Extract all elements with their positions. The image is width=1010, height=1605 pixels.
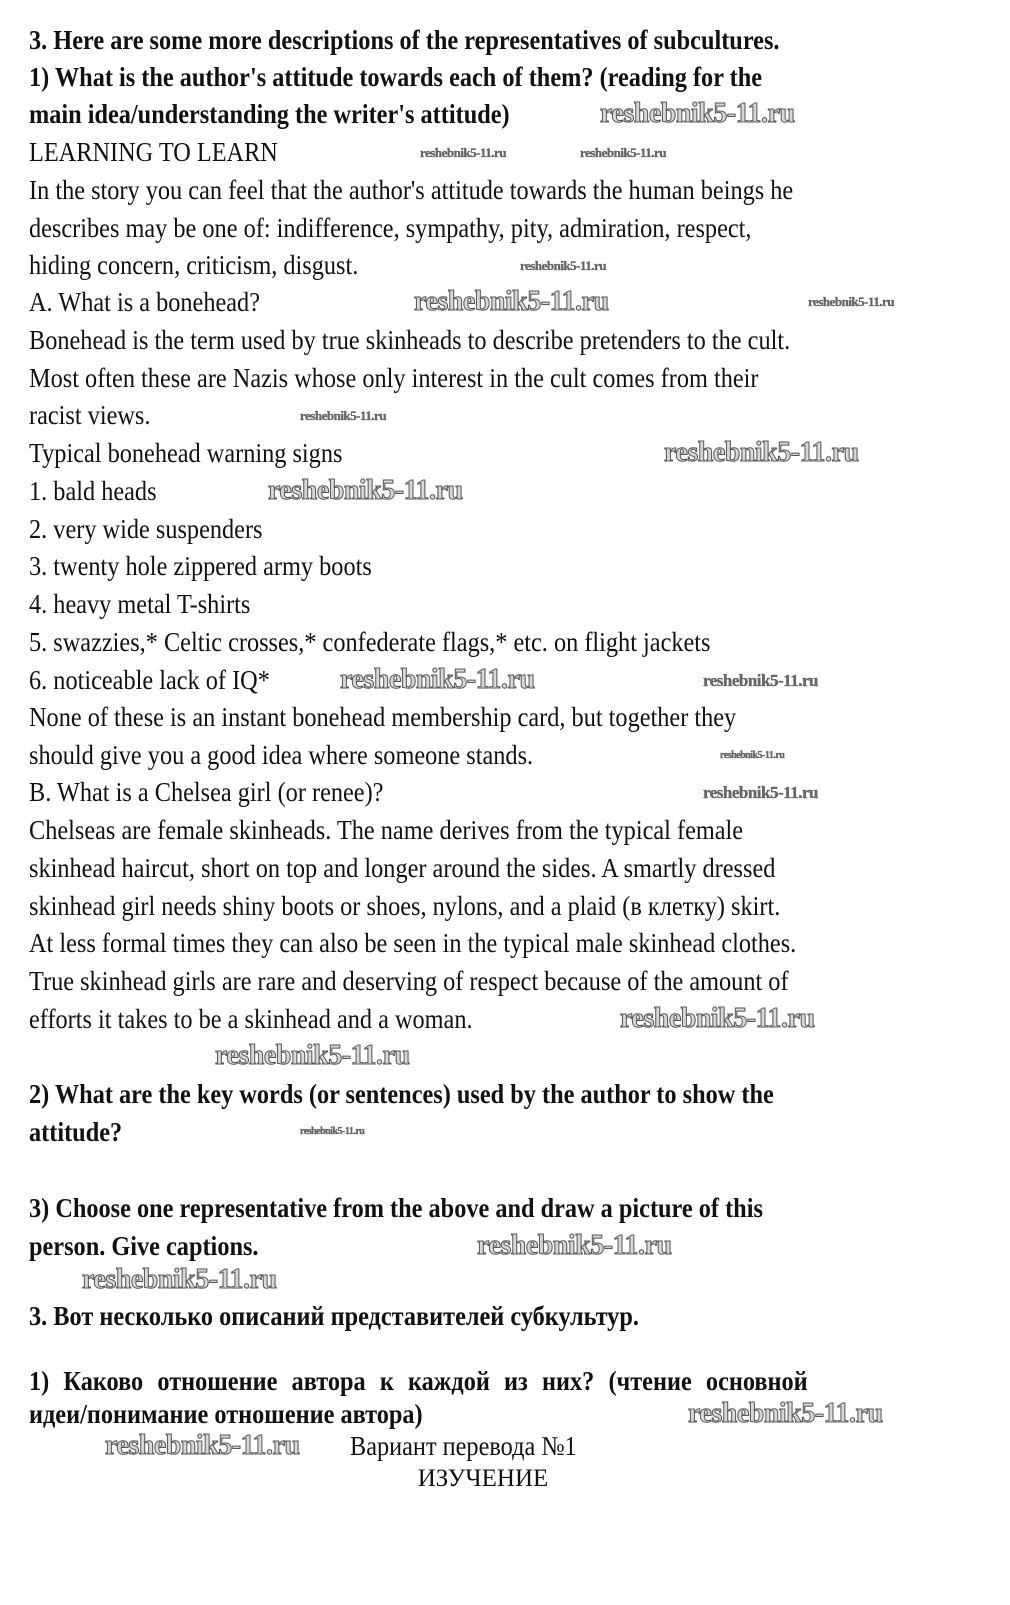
- paragraph-line: efforts it takes to be a skinhead and a woman.: [29, 1004, 473, 1034]
- watermark: reshebnik5-11.ru: [414, 286, 609, 317]
- translation-title: ИЗУЧЕНИЕ: [417, 1465, 549, 1492]
- paragraph-line: describes may be one of: indifference, sympathy, pity, admiration, respect,: [29, 213, 752, 243]
- question-2-cont: attitude?: [29, 1117, 123, 1147]
- watermark: reshebnik5-11.ru: [105, 1430, 300, 1461]
- watermark: reshebnik5-11.ru: [340, 664, 535, 695]
- paragraph-line: skinhead haircut, short on top and longer around the sides. A smartly dressed: [29, 853, 776, 883]
- subheading-chelsea: B. What is a Chelsea girl (or renee)?: [29, 777, 384, 807]
- paragraph-line: At less formal times they can also be seen in the typical male skinhead clothes.: [29, 928, 797, 958]
- watermark: reshebnik5-11.ru: [600, 98, 795, 129]
- paragraph-line: Chelseas are female skinheads. The name derives from the typical female: [29, 815, 744, 845]
- list-item: 3. twenty hole zippered army boots: [29, 551, 372, 581]
- question-3-cont: person. Give captions.: [29, 1231, 259, 1261]
- paragraph-line: should give you a good idea where someone stands.: [29, 740, 534, 770]
- watermark: reshebnik5-11.ru: [664, 437, 859, 468]
- watermark: reshebnik5-11.ru: [300, 408, 387, 423]
- question-3: 3) Choose one representative from the above and draw a picture of this: [29, 1193, 763, 1223]
- paragraph-line: Bonehead is the term used by true skinheads to describe pretenders to the cult.: [29, 325, 791, 355]
- list-item: 6. noticeable lack of IQ*: [29, 665, 270, 695]
- paragraph-line: None of these is an instant bonehead membership card, but together they: [29, 702, 737, 732]
- watermark: reshebnik5-11.ru: [808, 294, 895, 309]
- paragraph-line: racist views.: [29, 400, 151, 430]
- question-1-cont: main idea/understanding the writer's attitude): [29, 99, 510, 129]
- subheading-bonehead: A. What is a bonehead?: [29, 287, 261, 317]
- watermark: reshebnik5-11.ru: [82, 1264, 277, 1295]
- list-item: 4. heavy metal T-shirts: [29, 589, 251, 619]
- watermark: reshebnik5-11.ru: [477, 1230, 672, 1261]
- translation-variant-label: Вариант перевода №1: [350, 1431, 577, 1461]
- translation-heading: 3. Вот несколько описаний представителей субкультур.: [29, 1301, 639, 1331]
- list-title: Typical bonehead warning signs: [29, 438, 343, 468]
- paragraph-line: hiding concern, criticism, disgust.: [29, 250, 359, 280]
- watermark: reshebnik5-11.ru: [688, 1398, 883, 1429]
- section-title: LEARNING TO LEARN: [29, 137, 278, 167]
- list-item: 2. very wide suspenders: [29, 514, 263, 544]
- watermark: reshebnik5-11.ru: [703, 671, 818, 690]
- exercise-heading: 3. Here are some more descriptions of the representatives of subcultures.: [29, 25, 780, 55]
- paragraph-line: Most often these are Nazis whose only interest in the cult comes from their: [29, 363, 759, 393]
- paragraph-line: skinhead girl needs shiny boots or shoes, nylons, and a plaid (в клетку) skirt.: [29, 891, 781, 921]
- watermark: reshebnik5-11.ru: [520, 258, 607, 273]
- list-item: 5. swazzies,* Celtic crosses,* confederate flags,* etc. on flight jackets: [29, 627, 711, 657]
- question-2: 2) What are the key words (or sentences) used by the author to show the: [29, 1079, 774, 1109]
- question-1: 1) What is the author's attitude towards each of them? (reading for the: [29, 62, 763, 92]
- list-item: 1. bald heads: [29, 476, 157, 506]
- watermark: reshebnik5-11.ru: [420, 145, 507, 160]
- paragraph-line: In the story you can feel that the author's attitude towards the human beings he: [29, 175, 794, 205]
- watermark: reshebnik5-11.ru: [703, 783, 818, 802]
- translation-question-1: 1) Каково отношение автора к каждой из них? (чтение основной: [29, 1366, 808, 1396]
- watermark: reshebnik5-11.ru: [300, 1126, 365, 1137]
- watermark: reshebnik5-11.ru: [215, 1040, 410, 1071]
- watermark: reshebnik5-11.ru: [580, 145, 667, 160]
- watermark: reshebnik5-11.ru: [720, 750, 785, 761]
- watermark: reshebnik5-11.ru: [620, 1003, 815, 1034]
- watermark: reshebnik5-11.ru: [268, 475, 463, 506]
- translation-question-1-cont: идеи/понимание отношение автора): [29, 1399, 423, 1429]
- paragraph-line: True skinhead girls are rare and deserving of respect because of the amount of: [29, 966, 789, 996]
